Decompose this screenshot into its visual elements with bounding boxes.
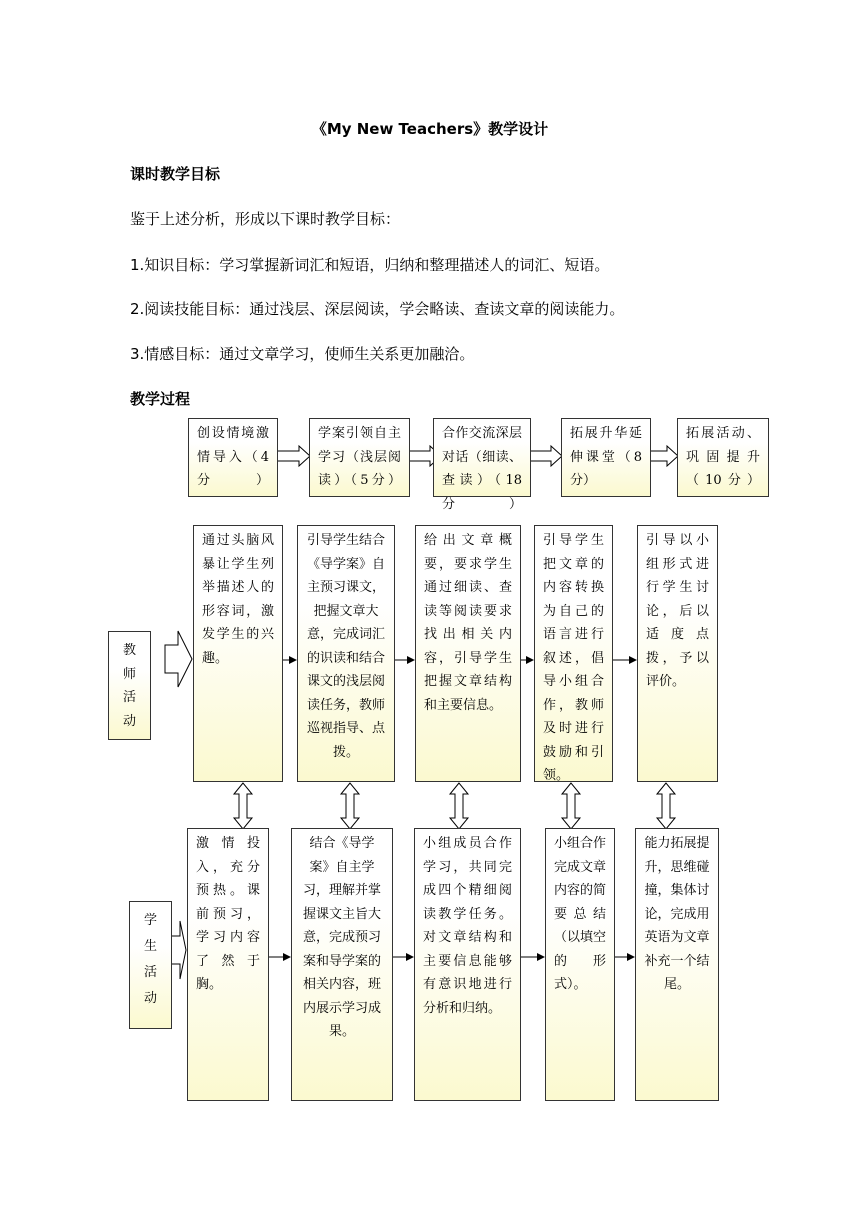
student-activity-4: 小组合作完成文章内容的简要总结（以填空的形式）。 bbox=[545, 828, 615, 1101]
section-heading-objectives: 课时教学目标 bbox=[130, 165, 221, 183]
double-arrow-4 bbox=[562, 783, 580, 829]
student-activity-label bbox=[129, 901, 172, 1029]
teacher-activity-1: 通过头脑风暴让学生列举描述人的形容词，激发学生的兴趣。 bbox=[193, 525, 283, 782]
double-arrow-2 bbox=[341, 783, 359, 829]
teacher-activity-5: 引导以小组形式进行学生讨论，后以适度点拨，予以评价。 bbox=[637, 525, 718, 782]
stage-box-5: 拓展活动、巩固提升（10分） bbox=[677, 418, 769, 497]
stage-box-2: 学案引领自主学习（浅层阅读）（5分） bbox=[309, 418, 410, 497]
goal-knowledge: 1.知识目标：学习掌握新词汇和短语，归纳和整理描述人的词汇、短语。 bbox=[130, 256, 610, 274]
teacher-label-arrow bbox=[165, 631, 192, 687]
student-activity-2: 结合《导学案》自主学习，理解并掌握课文主旨大意，完成预习案和导学案的相关内容，班内展示学习成果。 bbox=[291, 828, 393, 1101]
goal-emotion: 3.情感目标：通过文章学习，使师生关系更加融洽。 bbox=[130, 345, 475, 363]
stage-box-1: 创设情境激情导入（4分） bbox=[188, 418, 278, 497]
double-arrow-1 bbox=[234, 783, 252, 829]
intro-paragraph: 鉴于上述分析，形成以下课时教学目标： bbox=[130, 210, 401, 228]
student-label-arrow bbox=[171, 921, 186, 979]
student-activity-1: 激情投入，充分预热。课前预习，学习内容了然于胸。 bbox=[187, 828, 269, 1101]
section-heading-process: 教学过程 bbox=[130, 390, 191, 408]
student-activity-3: 小组成员合作学习，共同完成四个精细阅读教学任务。对文章结构和主要信息能够有意识地进行分析和归纳。 bbox=[414, 828, 521, 1101]
teacher-activity-4: 引导学生把文章的内容转换为自己的语言进行叙述，倡导小组合作，教师及时进行鼓励和引领。 bbox=[534, 525, 613, 782]
stage-box-3: 合作交流深层对话（细读、查读）（18分） bbox=[433, 418, 531, 497]
teacher-activity-label bbox=[108, 631, 151, 740]
student-label-text: 学生活动 bbox=[143, 913, 157, 1006]
student-activity-5: 能力拓展提升，思维碰撞，集体讨论，完成用英语为文章补充一个结尾。 bbox=[635, 828, 719, 1101]
teacher-activity-2: 引导学生结合《导学案》自主预习课文，把握文章大意，完成词汇的识读和结合课文的浅层阅读任务，教师巡视指导、点拨。 bbox=[297, 525, 395, 782]
stage-box-4: 拓展升华延伸课堂（8分） bbox=[561, 418, 651, 497]
teacher-activity-3: 给出文章概要，要求学生通过细读、查读等阅读要求找出相关内容，引导学生把握文章结构和主要信息。 bbox=[415, 525, 521, 782]
teacher-label-text: 教师活动 bbox=[122, 643, 136, 729]
double-arrow-3 bbox=[450, 783, 468, 829]
double-arrow-5 bbox=[657, 783, 675, 829]
goal-reading-skill: 2.阅读技能目标：通过浅层、深层阅读，学会略读、查读文章的阅读能力。 bbox=[130, 300, 625, 318]
stage-arrow-1 bbox=[277, 446, 310, 466]
stage-arrow-3 bbox=[530, 446, 562, 466]
page-title: 《My New Teachers》教学设计 bbox=[311, 120, 549, 138]
